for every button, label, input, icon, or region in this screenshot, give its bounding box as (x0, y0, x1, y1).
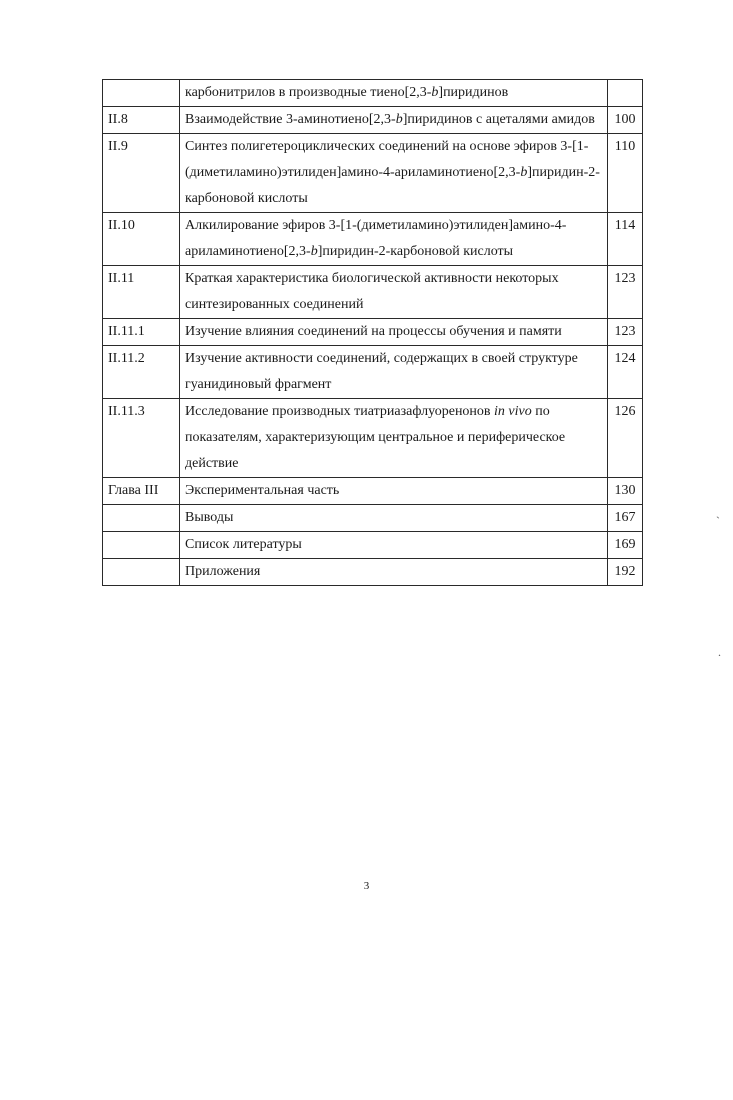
section-title: Краткая характеристика биологической активности некоторых синтезированных соединений (180, 266, 608, 319)
section-number (103, 80, 180, 107)
section-page: 114 (608, 213, 643, 266)
section-title: Приложения (180, 559, 608, 586)
section-page: 110 (608, 134, 643, 213)
toc-row (103, 559, 643, 586)
section-number: II.11.1 (103, 319, 180, 346)
section-title: Список литературы (180, 532, 608, 559)
toc-row (103, 213, 643, 266)
toc-row (103, 346, 643, 399)
section-title: Экспериментальная часть (180, 478, 608, 505)
section-number: II.10 (103, 213, 180, 266)
toc-row (103, 505, 643, 532)
toc-row (103, 107, 643, 134)
section-page (608, 80, 643, 107)
section-page: 123 (608, 319, 643, 346)
section-title: Алкилирование эфиров 3-[1-(диметиламино)этилиден]амино-4-ариламинотиено[2,3-b]пиридин-2-карбоновой кислоты (180, 213, 608, 266)
section-number: II.9 (103, 134, 180, 213)
section-page: 100 (608, 107, 643, 134)
section-title: Выводы (180, 505, 608, 532)
section-number: II.11.2 (103, 346, 180, 399)
section-title: Взаимодействие 3-аминотиено[2,3-b]пиридинов с ацеталями амидов (180, 107, 608, 134)
section-title: карбонитрилов в производные тиено[2,3-b]пиридинов (180, 80, 608, 107)
toc-row (103, 399, 643, 478)
page-number: 3 (363, 880, 370, 892)
table-of-contents (102, 79, 643, 586)
section-page: 123 (608, 266, 643, 319)
toc-row (103, 134, 643, 213)
section-page: 130 (608, 478, 643, 505)
margin-mark: . (718, 645, 721, 659)
section-title: Изучение активности соединений, содержащих в своей структуре гуанидиновый фрагмент (180, 346, 608, 399)
section-page: 126 (608, 399, 643, 478)
toc-row (103, 266, 643, 319)
section-number (103, 505, 180, 532)
section-number: II.8 (103, 107, 180, 134)
section-page: 124 (608, 346, 643, 399)
toc-row (103, 80, 643, 107)
section-page: 192 (608, 559, 643, 586)
section-number (103, 559, 180, 586)
section-number: II.11 (103, 266, 180, 319)
toc-row (103, 532, 643, 559)
section-number: II.11.3 (103, 399, 180, 478)
toc-row (103, 478, 643, 505)
section-title: Синтез полигетероциклических соединений на основе эфиров 3-[1-(диметиламино)этилиден]амино-4-ариламинотиено[2,3-b]пиридин-2-карбоновой кислоты (180, 134, 608, 213)
section-page: 169 (608, 532, 643, 559)
margin-mark: ˎ (716, 505, 720, 519)
section-title: Изучение влияния соединений на процессы обучения и памяти (180, 319, 608, 346)
section-title: Исследование производных тиатриазафлуоренонов in vivo по показателям, характеризующим центральное и периферическое действие (180, 399, 608, 478)
section-page: 167 (608, 505, 643, 532)
toc-row (103, 319, 643, 346)
section-number: Глава III (103, 478, 180, 505)
section-number (103, 532, 180, 559)
